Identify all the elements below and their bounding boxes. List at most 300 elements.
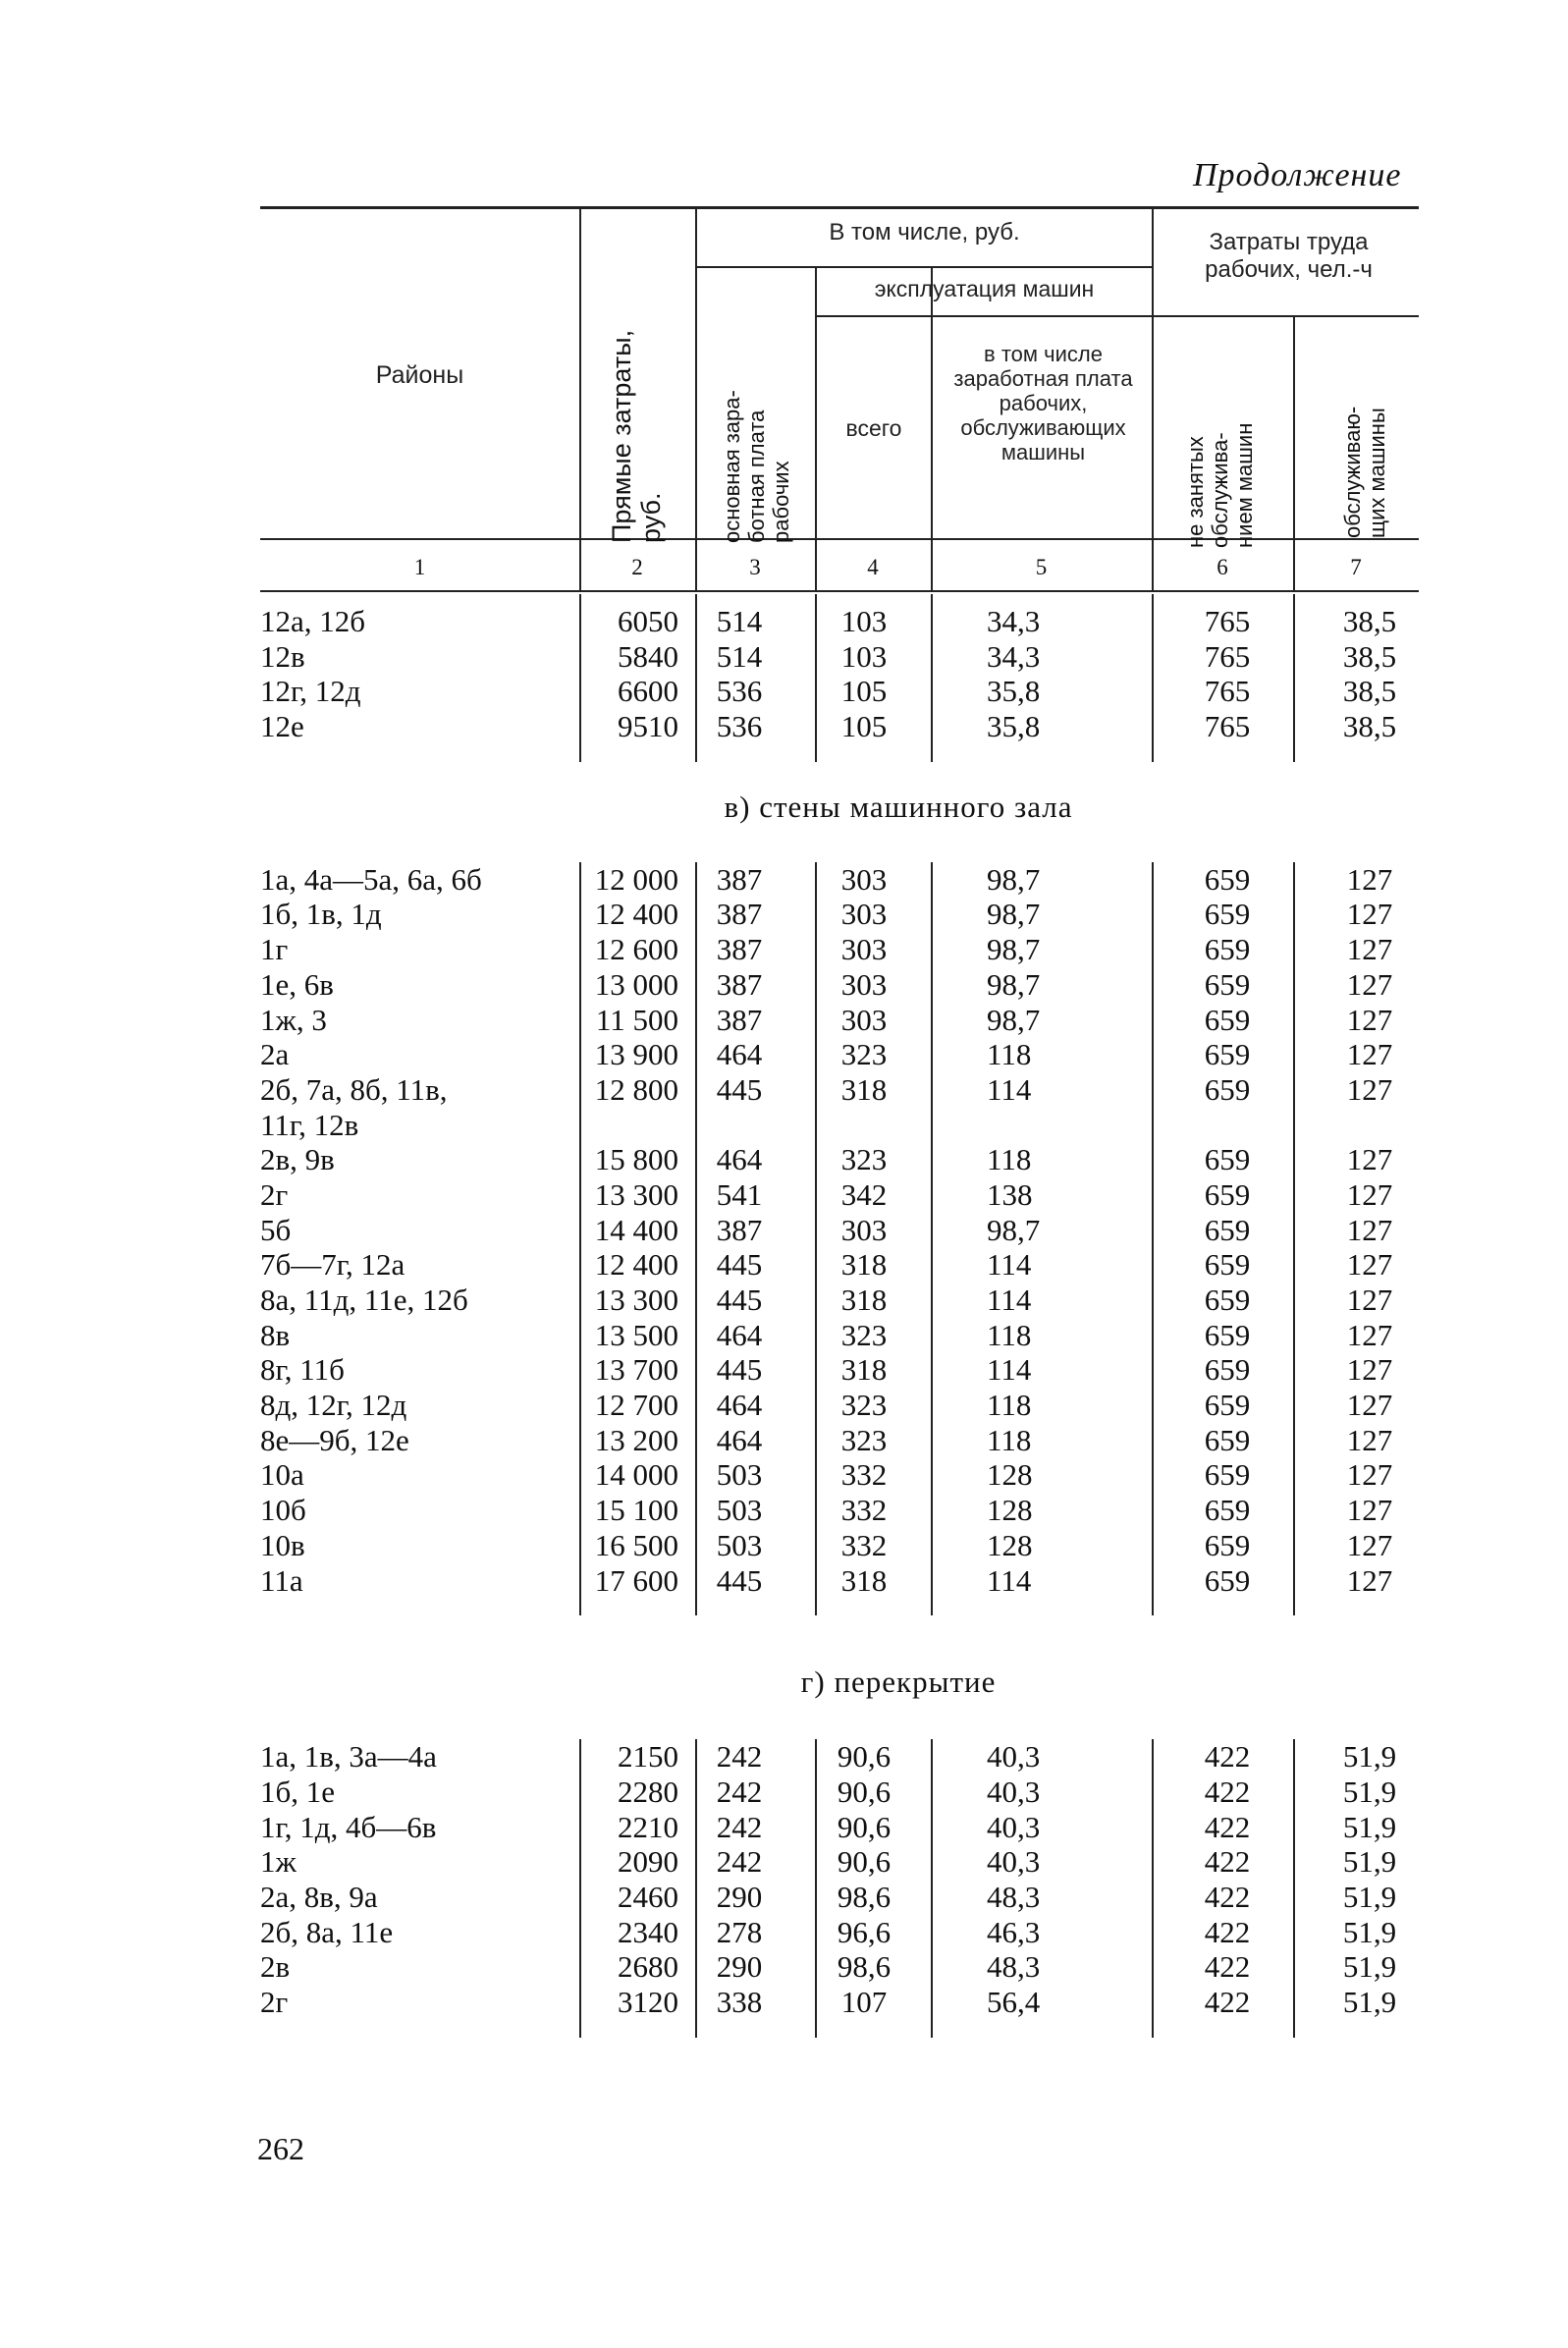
table-cell: 659 bbox=[1204, 1212, 1251, 1247]
table-cell: 12 700 bbox=[594, 1388, 678, 1423]
table-cell: 12г, 12д bbox=[260, 674, 361, 709]
table-cell: 56,4 bbox=[987, 1985, 1041, 2019]
column-divider bbox=[1293, 1739, 1295, 2038]
column-divider bbox=[579, 594, 581, 762]
table-cell: 387 bbox=[716, 1002, 763, 1037]
group-header-labor-costs: Затраты труда рабочих, чел.-ч bbox=[1205, 229, 1373, 283]
table-cell: 40,3 bbox=[987, 1774, 1041, 1809]
table-cell: 40,3 bbox=[987, 1809, 1041, 1844]
column-divider bbox=[815, 862, 817, 1615]
table-cell: 17 600 bbox=[594, 1562, 678, 1598]
table-row bbox=[260, 1177, 1419, 1213]
column-divider bbox=[1152, 1739, 1154, 2038]
table-cell: 338 bbox=[716, 1985, 763, 2019]
table-cell: 422 bbox=[1204, 1739, 1251, 1775]
table-cell: 128 bbox=[987, 1457, 1033, 1493]
header-divider bbox=[931, 543, 933, 590]
table-row bbox=[260, 1213, 1419, 1248]
table-cell: 659 bbox=[1204, 1071, 1251, 1107]
table-cell: 128 bbox=[987, 1493, 1033, 1528]
table-cell: 2г bbox=[260, 1985, 289, 2019]
table-cell: 659 bbox=[1204, 1317, 1251, 1352]
header-bottom-rule bbox=[260, 590, 1419, 592]
table-cell: 51,9 bbox=[1342, 1809, 1397, 1844]
table-cell: 422 bbox=[1204, 1914, 1251, 1949]
table-cell: 127 bbox=[1346, 1176, 1393, 1212]
table-cell: 6050 bbox=[618, 604, 678, 638]
table-cell: 51,9 bbox=[1342, 1879, 1397, 1914]
table-cell: 323 bbox=[840, 1317, 888, 1352]
table-cell: 40,3 bbox=[987, 1739, 1041, 1775]
table-cell: 38,5 bbox=[1342, 674, 1397, 709]
table-cell: 35,8 bbox=[987, 709, 1041, 744]
table-cell: 422 bbox=[1204, 1949, 1251, 1985]
table-cell: 342 bbox=[840, 1176, 888, 1212]
table-cell: 765 bbox=[1204, 604, 1251, 638]
table-row bbox=[260, 1457, 1419, 1493]
table-cell: 290 bbox=[716, 1879, 763, 1914]
table-cell: 6600 bbox=[618, 674, 678, 709]
table-cell: 303 bbox=[840, 932, 888, 967]
table-cell: 127 bbox=[1346, 1212, 1393, 1247]
table-row bbox=[260, 862, 1419, 898]
column-divider bbox=[1293, 594, 1295, 762]
table-cell: 98,7 bbox=[987, 932, 1041, 967]
section-title: г) перекрытие bbox=[800, 1665, 997, 1700]
group-header-including: В том числе, руб. bbox=[829, 219, 1020, 246]
table-cell: 2340 bbox=[618, 1914, 678, 1949]
table-cell: 445 bbox=[716, 1247, 763, 1283]
table-cell: 98,7 bbox=[987, 861, 1041, 897]
table-cell: 242 bbox=[716, 1739, 763, 1775]
table-cell: 659 bbox=[1204, 1002, 1251, 1037]
table-cell: 1б, 1в, 1д bbox=[260, 897, 382, 932]
table-cell: 2а, 8в, 9а bbox=[260, 1879, 378, 1914]
table-cell: 51,9 bbox=[1342, 1844, 1397, 1880]
table-cell: 118 bbox=[987, 1388, 1032, 1423]
table-cell: 2а bbox=[260, 1037, 290, 1072]
table-cell: 127 bbox=[1346, 1142, 1393, 1177]
table-cell: 38,5 bbox=[1342, 604, 1397, 638]
header-divider bbox=[1293, 543, 1295, 590]
table-row bbox=[260, 1775, 1419, 1810]
table-cell: 103 bbox=[840, 604, 888, 638]
table-cell: 98,6 bbox=[837, 1879, 892, 1914]
table-cell: 303 bbox=[840, 897, 888, 932]
table-cell: 114 bbox=[987, 1562, 1032, 1598]
table-cell: 98,7 bbox=[987, 897, 1041, 932]
table-cell: 323 bbox=[840, 1422, 888, 1457]
table-cell: 2680 bbox=[618, 1949, 678, 1985]
table-row bbox=[260, 1493, 1419, 1528]
table-cell: 118 bbox=[987, 1317, 1032, 1352]
table-cell: 422 bbox=[1204, 1985, 1251, 2019]
table-row bbox=[260, 1283, 1419, 1318]
table-row bbox=[260, 932, 1419, 967]
table-cell: 318 bbox=[840, 1352, 888, 1388]
col-header-direct-costs: Прямые затраты, руб. bbox=[607, 329, 666, 543]
table-cell: 422 bbox=[1204, 1879, 1251, 1914]
table-cell: 1ж bbox=[260, 1844, 297, 1880]
table-cell: 541 bbox=[716, 1176, 763, 1212]
table-cell: 514 bbox=[716, 604, 763, 638]
table-cell: 127 bbox=[1346, 1317, 1393, 1352]
table-cell: 35,8 bbox=[987, 674, 1041, 709]
table-cell: 105 bbox=[840, 674, 888, 709]
table-cell: 127 bbox=[1346, 1283, 1393, 1317]
table-cell: 659 bbox=[1204, 1176, 1251, 1212]
col-header-base-wage: основная зара- ботная плата рабочих bbox=[720, 390, 793, 543]
page-number: 262 bbox=[257, 2131, 304, 2166]
table-cell: 34,3 bbox=[987, 604, 1041, 638]
table-cell: 318 bbox=[840, 1283, 888, 1317]
table-cell: 118 bbox=[987, 1142, 1032, 1177]
column-divider bbox=[1152, 862, 1154, 1615]
table-cell: 2210 bbox=[618, 1809, 678, 1844]
table-row bbox=[260, 1003, 1419, 1038]
table-row bbox=[260, 1528, 1419, 1563]
table-cell: 40,3 bbox=[987, 1844, 1041, 1880]
table-cell: 303 bbox=[840, 1002, 888, 1037]
table-cell: 242 bbox=[716, 1844, 763, 1880]
table-cell: 105 bbox=[840, 709, 888, 744]
continued-label: Продолжение bbox=[1193, 157, 1402, 193]
table-cell: 13 300 bbox=[594, 1176, 678, 1212]
table-cell: 11г, 12в bbox=[260, 1107, 359, 1142]
table-cell: 332 bbox=[840, 1493, 888, 1528]
table-cell: 90,6 bbox=[837, 1844, 892, 1880]
header-divider bbox=[815, 543, 817, 590]
table-cell: 323 bbox=[840, 1142, 888, 1177]
col-number: 7 bbox=[1350, 555, 1362, 579]
column-divider bbox=[1293, 862, 1295, 1615]
table-row bbox=[260, 1142, 1419, 1177]
table-cell: 118 bbox=[987, 1422, 1032, 1457]
table-cell: 2150 bbox=[618, 1739, 678, 1775]
table-cell: 46,3 bbox=[987, 1914, 1041, 1949]
group-header-machine-operation: эксплуатация машин bbox=[874, 276, 1095, 301]
col-number: 3 bbox=[749, 555, 761, 579]
table-cell: 13 300 bbox=[594, 1283, 678, 1317]
table-cell: 242 bbox=[716, 1774, 763, 1809]
table-cell: 659 bbox=[1204, 897, 1251, 932]
table-cell: 16 500 bbox=[594, 1527, 678, 1562]
table-cell: 8а, 11д, 11е, 12б bbox=[260, 1283, 468, 1317]
table-cell: 90,6 bbox=[837, 1774, 892, 1809]
table-cell: 503 bbox=[716, 1527, 763, 1562]
table-cell: 659 bbox=[1204, 1493, 1251, 1528]
table-cell: 2г bbox=[260, 1176, 289, 1212]
table-cell: 464 bbox=[716, 1037, 763, 1072]
table-cell: 387 bbox=[716, 966, 763, 1002]
table-section bbox=[260, 862, 1419, 1615]
table-cell: 96,6 bbox=[837, 1914, 892, 1949]
table-row bbox=[260, 709, 1419, 744]
table-cell: 323 bbox=[840, 1037, 888, 1072]
table-cell: 127 bbox=[1346, 1247, 1393, 1283]
table-cell: 14 000 bbox=[594, 1457, 678, 1493]
col-header-not-operators: не занятых обслужива- нием машин bbox=[1183, 422, 1257, 548]
header-subrule bbox=[697, 266, 1152, 268]
table-cell: 659 bbox=[1204, 932, 1251, 967]
table-row bbox=[260, 1949, 1419, 1985]
col-header-districts: Районы bbox=[375, 361, 464, 389]
table-cell: 10б bbox=[260, 1493, 306, 1528]
table-cell: 387 bbox=[716, 861, 763, 897]
table-cell: 127 bbox=[1346, 1562, 1393, 1598]
table-cell: 387 bbox=[716, 1212, 763, 1247]
table-cell: 98,6 bbox=[837, 1949, 892, 1985]
table-cell: 8д, 12г, 12д bbox=[260, 1388, 407, 1423]
table-row bbox=[260, 1072, 1419, 1108]
table-cell: 290 bbox=[716, 1949, 763, 1985]
table-cell: 103 bbox=[840, 638, 888, 674]
table-cell: 51,9 bbox=[1342, 1774, 1397, 1809]
table-cell: 118 bbox=[987, 1037, 1032, 1072]
table-row bbox=[260, 674, 1419, 709]
column-divider bbox=[815, 594, 817, 762]
table-cell: 464 bbox=[716, 1142, 763, 1177]
table-cell: 127 bbox=[1346, 1493, 1393, 1528]
table-cell: 303 bbox=[840, 966, 888, 1002]
col-header-operators: обслуживаю- щих машины bbox=[1340, 406, 1389, 538]
table-cell: 127 bbox=[1346, 932, 1393, 967]
table-cell: 51,9 bbox=[1342, 1739, 1397, 1775]
table-cell: 1ж, 3 bbox=[260, 1002, 327, 1037]
table-cell: 90,6 bbox=[837, 1809, 892, 1844]
table-cell: 98,7 bbox=[987, 966, 1041, 1002]
table-cell: 98,7 bbox=[987, 1212, 1041, 1247]
column-divider bbox=[579, 1739, 581, 2038]
col-number: 1 bbox=[413, 555, 426, 579]
table-cell: 1а, 4а—5а, 6а, 6б bbox=[260, 861, 482, 897]
column-divider bbox=[931, 862, 933, 1615]
table-cell: 1г bbox=[260, 932, 289, 967]
table-cell: 107 bbox=[840, 1985, 888, 2019]
table-cell: 387 bbox=[716, 932, 763, 967]
table-cell: 464 bbox=[716, 1388, 763, 1423]
table-cell: 318 bbox=[840, 1562, 888, 1598]
table-cell: 278 bbox=[716, 1914, 763, 1949]
table-cell: 445 bbox=[716, 1562, 763, 1598]
column-divider bbox=[1152, 594, 1154, 762]
table-cell: 128 bbox=[987, 1527, 1033, 1562]
table-cell: 422 bbox=[1204, 1809, 1251, 1844]
table-row bbox=[260, 897, 1419, 932]
table-cell: 12 400 bbox=[594, 897, 678, 932]
table-cell: 659 bbox=[1204, 1247, 1251, 1283]
table-cell: 2280 bbox=[618, 1774, 678, 1809]
table-cell: 51,9 bbox=[1342, 1985, 1397, 2019]
table-cell: 1а, 1в, 3а—4а bbox=[260, 1739, 437, 1775]
table-cell: 38,5 bbox=[1342, 709, 1397, 744]
table-cell: 138 bbox=[987, 1176, 1033, 1212]
table-cell: 445 bbox=[716, 1071, 763, 1107]
header-divider bbox=[579, 209, 581, 577]
table-cell: 2460 bbox=[618, 1879, 678, 1914]
table-cell: 8е—9б, 12е bbox=[260, 1422, 409, 1457]
table-cell: 464 bbox=[716, 1317, 763, 1352]
table-cell: 127 bbox=[1346, 1457, 1393, 1493]
column-divider bbox=[815, 1739, 817, 2038]
table-cell: 2090 bbox=[618, 1844, 678, 1880]
col-number: 6 bbox=[1217, 555, 1228, 579]
table-cell: 13 500 bbox=[594, 1317, 678, 1352]
table-row bbox=[260, 1318, 1419, 1353]
table-cell: 659 bbox=[1204, 966, 1251, 1002]
table-cell: 114 bbox=[987, 1352, 1032, 1388]
table-cell: 464 bbox=[716, 1422, 763, 1457]
table-cell: 114 bbox=[987, 1071, 1032, 1107]
table-header bbox=[260, 209, 1419, 548]
table-cell: 503 bbox=[716, 1457, 763, 1493]
header-subrule bbox=[817, 315, 1152, 317]
table-cell: 323 bbox=[840, 1388, 888, 1423]
table-row bbox=[260, 1915, 1419, 1950]
table-cell: 318 bbox=[840, 1247, 888, 1283]
column-divider bbox=[931, 594, 933, 762]
table-cell: 5840 bbox=[618, 638, 678, 674]
table-cell: 34,3 bbox=[987, 638, 1041, 674]
table-cell: 765 bbox=[1204, 709, 1251, 744]
table-cell: 127 bbox=[1346, 1002, 1393, 1037]
table-cell: 332 bbox=[840, 1527, 888, 1562]
table-cell: 38,5 bbox=[1342, 638, 1397, 674]
table-cell: 9510 bbox=[618, 709, 678, 744]
table-row bbox=[260, 639, 1419, 675]
table-cell: 1г, 1д, 4б—6в bbox=[260, 1809, 437, 1844]
table-cell: 536 bbox=[716, 674, 763, 709]
table-cell: 765 bbox=[1204, 638, 1251, 674]
table-cell: 2в bbox=[260, 1949, 291, 1985]
table-cell: 127 bbox=[1346, 966, 1393, 1002]
table-row bbox=[260, 1108, 1419, 1143]
table-cell: 1б, 1е bbox=[260, 1774, 336, 1809]
column-divider bbox=[695, 862, 697, 1615]
table-cell: 536 bbox=[716, 709, 763, 744]
table-row bbox=[260, 1880, 1419, 1915]
table-cell: 15 100 bbox=[594, 1493, 678, 1528]
table-cell: 5б bbox=[260, 1212, 292, 1247]
header-divider bbox=[695, 209, 697, 577]
table-cell: 13 900 bbox=[594, 1037, 678, 1072]
table-cell: 12 600 bbox=[594, 932, 678, 967]
table-cell: 765 bbox=[1204, 674, 1251, 709]
table-cell: 12а, 12б bbox=[260, 604, 366, 638]
table-cell: 14 400 bbox=[594, 1212, 678, 1247]
table-row bbox=[260, 1985, 1419, 2020]
table-cell: 242 bbox=[716, 1809, 763, 1844]
col-number: 2 bbox=[631, 555, 643, 579]
table-cell: 127 bbox=[1346, 1037, 1393, 1072]
header-divider bbox=[579, 543, 581, 590]
table-cell: 51,9 bbox=[1342, 1949, 1397, 1985]
table-cell: 127 bbox=[1346, 1388, 1393, 1423]
table-cell: 12е bbox=[260, 709, 304, 744]
column-divider bbox=[695, 1739, 697, 2038]
table-cell: 13 000 bbox=[594, 966, 678, 1002]
table-cell: 1е, 6в bbox=[260, 966, 334, 1002]
table bbox=[260, 206, 1419, 2038]
col-number: 5 bbox=[1035, 555, 1048, 579]
table-row bbox=[260, 1388, 1419, 1423]
table-row bbox=[260, 1563, 1419, 1599]
section-title: в) стены машинного зала bbox=[724, 789, 1073, 824]
table-row bbox=[260, 1844, 1419, 1880]
table-cell: 48,3 bbox=[987, 1949, 1041, 1985]
table-cell: 51,9 bbox=[1342, 1914, 1397, 1949]
table-cell: 503 bbox=[716, 1493, 763, 1528]
table-cell: 10а bbox=[260, 1457, 304, 1493]
table-cell: 127 bbox=[1346, 1422, 1393, 1457]
table-cell: 2в, 9в bbox=[260, 1142, 335, 1177]
table-cell: 12 400 bbox=[594, 1247, 678, 1283]
table-body bbox=[260, 594, 1419, 2038]
table-cell: 98,7 bbox=[987, 1002, 1041, 1037]
table-cell: 90,6 bbox=[837, 1739, 892, 1775]
table-cell: 12 000 bbox=[594, 861, 678, 897]
table-cell: 514 bbox=[716, 638, 763, 674]
table-cell: 303 bbox=[840, 861, 888, 897]
table-cell: 3120 bbox=[618, 1985, 678, 2019]
table-cell: 7б—7г, 12а bbox=[260, 1247, 406, 1283]
header-divider bbox=[1152, 543, 1154, 590]
table-cell: 15 800 bbox=[594, 1142, 678, 1177]
header-divider bbox=[1152, 209, 1154, 577]
table-cell: 10в bbox=[260, 1527, 305, 1562]
table-section bbox=[260, 594, 1419, 762]
col-number: 4 bbox=[867, 555, 879, 579]
column-divider bbox=[579, 862, 581, 1615]
table-cell: 11 500 bbox=[595, 1002, 678, 1037]
table-cell: 659 bbox=[1204, 1037, 1251, 1072]
table-cell: 422 bbox=[1204, 1844, 1251, 1880]
table-cell: 13 200 bbox=[594, 1422, 678, 1457]
table-cell: 659 bbox=[1204, 1352, 1251, 1388]
table-row bbox=[260, 1247, 1419, 1283]
table-cell: 422 bbox=[1204, 1774, 1251, 1809]
col-header-operator-wage: в том числе заработная плата рабочих, обслуживающих машины bbox=[953, 342, 1133, 464]
table-cell: 445 bbox=[716, 1352, 763, 1388]
table-cell: 659 bbox=[1204, 1388, 1251, 1423]
table-cell: 318 bbox=[840, 1071, 888, 1107]
table-cell: 13 700 bbox=[594, 1352, 678, 1388]
table-cell: 659 bbox=[1204, 1527, 1251, 1562]
table-cell: 8в bbox=[260, 1317, 291, 1352]
column-divider bbox=[695, 594, 697, 762]
header-divider bbox=[695, 543, 697, 590]
column-number-row bbox=[260, 543, 1419, 594]
table-cell: 114 bbox=[987, 1247, 1032, 1283]
table-cell: 12в bbox=[260, 638, 305, 674]
table-section bbox=[260, 1739, 1419, 2038]
table-cell: 11а bbox=[260, 1562, 303, 1598]
table-cell: 127 bbox=[1346, 861, 1393, 897]
table-cell: 8г, 11б bbox=[260, 1352, 345, 1388]
table-cell: 659 bbox=[1204, 1142, 1251, 1177]
table-cell: 48,3 bbox=[987, 1879, 1041, 1914]
table-cell: 303 bbox=[840, 1212, 888, 1247]
table-row bbox=[260, 967, 1419, 1003]
table-row bbox=[260, 1810, 1419, 1845]
table-cell: 659 bbox=[1204, 861, 1251, 897]
table-cell: 127 bbox=[1346, 1527, 1393, 1562]
table-cell: 659 bbox=[1204, 1283, 1251, 1317]
column-divider bbox=[931, 1739, 933, 2038]
table-cell: 332 bbox=[840, 1457, 888, 1493]
table-cell: 659 bbox=[1204, 1422, 1251, 1457]
table-cell: 445 bbox=[716, 1283, 763, 1317]
